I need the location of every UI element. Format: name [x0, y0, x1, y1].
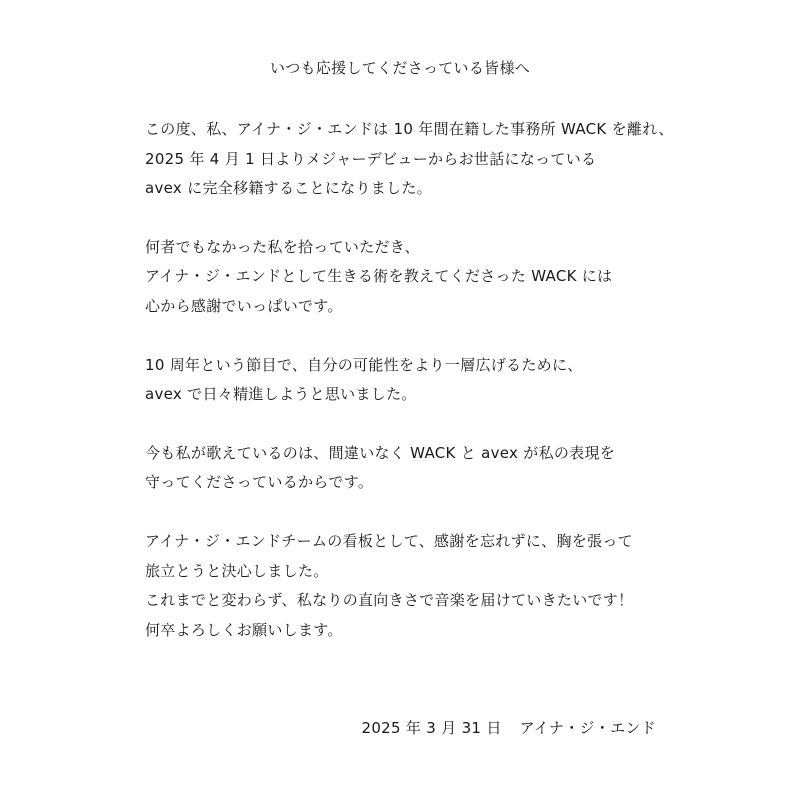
letter-line: 何卒よろしくお願いします。	[145, 620, 343, 639]
paragraph-resolve	[145, 527, 705, 645]
letter-body	[145, 115, 705, 674]
paragraph-gratitude	[145, 233, 705, 322]
paragraph-milestone	[145, 351, 705, 410]
signature-block	[361, 716, 656, 740]
letter-line: avex に完全移籍することになりました。	[145, 179, 432, 198]
letter-line: 心から感謝でいっぱいです。	[145, 296, 343, 315]
letter-line: この度、私、アイナ・ジ・エンドは 10 年間在籍した事務所 WACK を離れ、	[145, 120, 674, 138]
letter-line: アイナ・ジ・エンドチームの看板として、感謝を忘れずに、胸を張って	[145, 531, 633, 550]
paragraph-departure	[145, 115, 705, 204]
letter-line: 2025 年 4 月 1 日よりメジャーデビューからお世話になっている	[145, 149, 597, 168]
letter-line: 守ってくださっているからです。	[145, 473, 374, 492]
letter-line: 10 周年という節目で、自分の可能性をより一層広げるために、	[145, 355, 583, 374]
letter-line: 何者でもなかった私を拾っていただき、	[145, 237, 420, 256]
letter-line: これまでと変わらず、私なりの直向きさで音楽を届けていきたいです！	[145, 591, 634, 610]
salutation-heading: いつも応援してくださっている皆様へ	[269, 59, 531, 77]
signature-name: アイナ・ジ・エンド	[519, 719, 656, 737]
signature-date: 2025 年 3 月 31 日	[361, 719, 502, 737]
letter-line: 旅立とうと決心しました。	[145, 561, 329, 580]
letter-line: 今も私が歌えているのは、間違いなく WACK と avex が私の表現を	[145, 443, 616, 462]
letter-line: アイナ・ジ・エンドとして生きる術を教えてくださった WACK には	[145, 267, 613, 286]
letter-line: avex で日々精進しようと思いました。	[145, 385, 417, 404]
paragraph-support	[145, 439, 705, 498]
